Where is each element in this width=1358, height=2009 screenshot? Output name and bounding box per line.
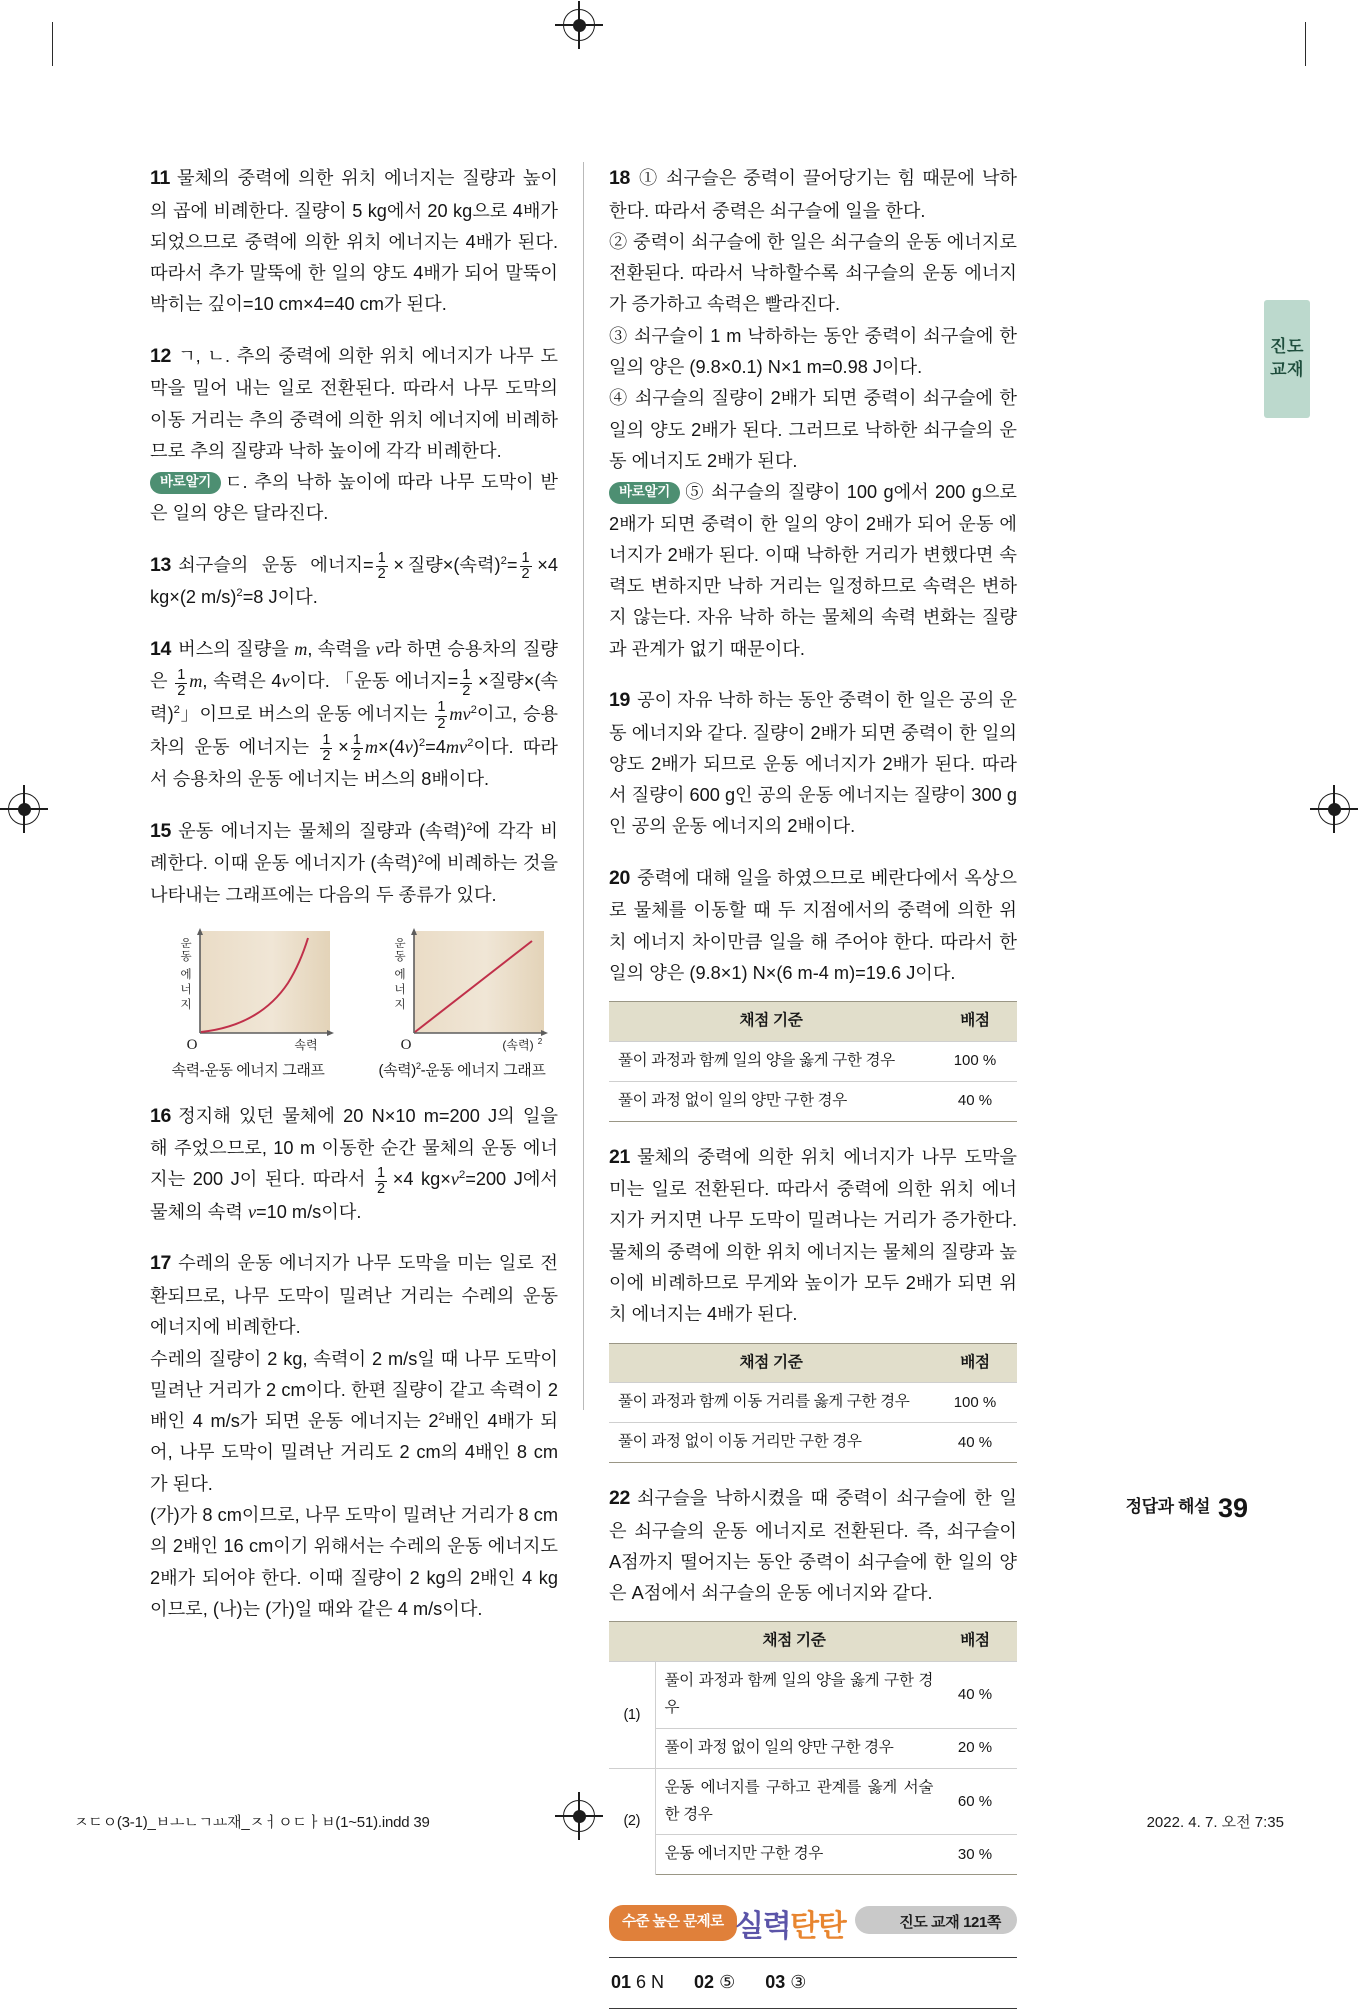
registration-mark-bottom bbox=[563, 1800, 595, 1832]
solution-16 bbox=[150, 1100, 558, 1229]
solution-body: 수레의 운동 에너지가 나무 도막을 미는 일로 전환되므로, 나무 도막이 밀려난 거리는 수레의 운동 에너지에 비례한다. bbox=[150, 1253, 558, 1338]
solution-number: 19 bbox=[609, 688, 631, 711]
cell-criteria: 풀이 과정 없이 이동 거리만 구한 경우 bbox=[609, 1423, 933, 1463]
solution-body: 수레의 질량이 2 kg, 속력이 2 m/s일 때 나무 도막이 밀려난 거리가 2 cm이다. 한편 질량이 같고 속력이 2배인 4 m/s가 되면 운동 에너지는 $2^2$배인 4배가 되어, 나무 도막이 밀려난 거리도 2 cm의 4배인 8 cm가 된다. bbox=[150, 1348, 559, 1494]
scoring-table-21 bbox=[609, 1343, 1017, 1463]
header-criteria: 채점 기준 bbox=[655, 1622, 933, 1662]
svg-text:에: 에 bbox=[180, 968, 192, 981]
cell-criteria: 운동 에너지를 구하고 관계를 옳게 서술한 경우 bbox=[655, 1768, 933, 1835]
svg-text:(속력): (속력) bbox=[502, 1037, 534, 1052]
table-row bbox=[609, 1768, 1017, 1835]
answer-value: ③ bbox=[790, 1972, 807, 1993]
answer-number: 03 bbox=[765, 1972, 786, 1993]
solution-19 bbox=[609, 684, 1017, 843]
solution-22 bbox=[609, 1482, 1017, 1609]
barolalgi-text: ㄷ. 추의 낙하 높이에 따라 나무 도막이 받은 일의 양은 달라진다. bbox=[150, 472, 558, 524]
banner-reference-pill bbox=[855, 1906, 1017, 1934]
crop-mark-top-right bbox=[1305, 22, 1306, 66]
header-index bbox=[609, 1622, 655, 1662]
svg-text:O: O bbox=[186, 1036, 198, 1053]
cell-points: 40 % bbox=[933, 1662, 1017, 1729]
banner-logo bbox=[735, 1901, 845, 1953]
svg-text:에: 에 bbox=[394, 968, 406, 981]
table-row bbox=[609, 1081, 1017, 1121]
solution-body: 운동 에너지는 물체의 질량과 (속력)$^2$에 각각 비례한다. 이때 운동 에너지가 (속력)$^2$에 비례하는 것을 나타내는 그래프에는 다음의 두 종류가 있다. bbox=[150, 820, 558, 905]
imprint-timestamp: 2022. 4. 7. 오전 7:35 bbox=[1146, 1814, 1284, 1831]
header-criteria: 채점 기준 bbox=[609, 1002, 933, 1042]
barolalgi-badge: 바로알기 bbox=[609, 482, 680, 504]
svg-text:동: 동 bbox=[394, 950, 406, 963]
choice-4: ④ 쇠구슬의 질량이 2배가 되면 중력이 쇠구슬에 한 일의 양도 2배가 된다. 그러므로 낙하한 쇠구슬의 운동 에너지도 2배가 된다. bbox=[609, 388, 1017, 471]
logo-part-tantan: 탄탄 bbox=[790, 1910, 846, 1944]
solution-body: 쇠구슬의 운동 에너지= $\frac{1}{2}$ × 질량×(속력)$^2$= $\frac{1}{2}$ ×4 kg×(2 m/s)$^2$=8 J이다. bbox=[150, 550, 558, 608]
plot-area-linear bbox=[370, 925, 554, 1053]
table-row bbox=[609, 1728, 1017, 1768]
figure-speed-ke bbox=[156, 925, 340, 1084]
banner-pill-label: 수준 높은 문제로 bbox=[609, 1905, 737, 1941]
table-header-row bbox=[609, 1622, 1017, 1662]
svg-text:지: 지 bbox=[180, 998, 192, 1011]
cell-subindex: (2) bbox=[609, 1768, 655, 1874]
table-row bbox=[609, 1423, 1017, 1463]
svg-text:운: 운 bbox=[180, 937, 192, 950]
graph-svg-quadratic bbox=[156, 925, 340, 1053]
solution-15 bbox=[150, 815, 558, 911]
svg-text:2: 2 bbox=[537, 1036, 543, 1046]
cell-criteria: 풀이 과정과 함께 일의 양을 옳게 구한 경우 bbox=[655, 1662, 933, 1729]
solution-number: 18 bbox=[609, 167, 631, 189]
solution-body: ㄱ, ㄴ. 추의 중력에 의한 위치 에너지가 나무 도막을 밀어 내는 일로 전환된다. 따라서 나무 도막의 이동 거리는 추의 중력에 의한 위치 에너지에 비례하므로 추의 질량과 낙하 높이에 각각 비례한다. bbox=[150, 345, 558, 461]
svg-text:운: 운 bbox=[394, 937, 406, 950]
solution-number: 16 bbox=[150, 1104, 172, 1127]
solution-21 bbox=[609, 1141, 1017, 1331]
solution-number: 20 bbox=[609, 866, 631, 889]
solution-17 bbox=[150, 1247, 558, 1625]
column-divider bbox=[583, 162, 584, 1410]
section-banner bbox=[609, 1901, 1017, 1943]
solution-14 bbox=[150, 633, 558, 796]
registration-mark-top bbox=[563, 9, 595, 41]
figure-caption: 속력-운동 에너지 그래프 bbox=[171, 1061, 325, 1079]
header-criteria: 채점 기준 bbox=[609, 1343, 933, 1383]
solution-body: (가)가 8 cm이므로, 나무 도막이 밀려난 거리가 8 cm의 2배인 16 cm이기 위해서는 수레의 운동 에너지도 2배가 되어야 한다. 이때 질량이 2 kg의 2배인 4 kg이므로, (나)는 (가)일 때와 같은 4 m/s이다. bbox=[150, 1505, 558, 1619]
answer-number: 01 bbox=[611, 1972, 632, 1993]
barolalgi-badge: 바로알기 bbox=[150, 472, 221, 494]
answer-number: 02 bbox=[694, 1972, 715, 1993]
cell-points: 40 % bbox=[933, 1081, 1017, 1121]
solution-number: 21 bbox=[609, 1145, 631, 1168]
solution-12 bbox=[150, 340, 558, 530]
table-row bbox=[609, 1041, 1017, 1081]
choice-2: ② 중력이 쇠구슬에 한 일은 쇠구슬의 운동 에너지로 전환된다. 따라서 낙하할수록 쇠구슬의 운동 에너지가 증가하고 속력은 빨라진다. bbox=[609, 231, 1017, 315]
svg-text:지: 지 bbox=[394, 998, 406, 1011]
plot-area-quadratic bbox=[156, 925, 340, 1053]
cell-points: 20 % bbox=[933, 1728, 1017, 1768]
graph-figures bbox=[156, 925, 558, 1084]
answer-strip bbox=[609, 1957, 1017, 2009]
logo-part-silryeok: 실력 bbox=[735, 1910, 791, 1944]
header-points: 배점 bbox=[933, 1622, 1017, 1662]
page-number: 39 bbox=[1217, 1493, 1248, 1523]
svg-text:O: O bbox=[400, 1036, 412, 1053]
svg-text:너: 너 bbox=[394, 983, 406, 996]
solution-13 bbox=[150, 549, 558, 614]
cell-points: 100 % bbox=[933, 1041, 1017, 1081]
solution-body: 물체의 중력에 의한 위치 에너지는 질량과 높이의 곱에 비례한다. 질량이 5 kg에서 20 kg으로 4배가 되었으므로 중력에 의한 위치 에너지는 4배가 된다. 따라서 추가 말뚝에 한 일의 양도 4배가 되어 말뚝이 박히는 깊이=10 cm×4=40 cm가 된다. bbox=[150, 168, 558, 315]
cell-points: 30 % bbox=[933, 1835, 1017, 1875]
solution-body: 물체의 중력에 의한 위치 에너지가 나무 도막을 미는 일로 전환된다. 따라서 중력에 의한 위치 에너지가 커지면 나무 도막이 밀려나는 거리가 증가한다. 물체의 중력에 의한 위치 에너지는 물체의 질량과 높이에 비례하므로 무게와 높이가 모두 2배가 되면 위치 에너지는 4배가 된다. bbox=[609, 1146, 1017, 1325]
side-tab-jindo-gyojae bbox=[1264, 300, 1310, 418]
solution-body: 쇠구슬을 낙하시켰을 때 중력이 쇠구슬에 한 일은 쇠구슬의 운동 에너지로 전환된다. 즉, 쇠구슬이 A점까지 떨어지는 동안 중력이 쇠구슬에 한 일의 양은 A점에서 쇠구슬의 운동 에너지와 같다. bbox=[609, 1488, 1017, 1604]
solution-11 bbox=[150, 162, 558, 321]
solution-body: 중력에 대해 일을 하였으므로 베란다에서 옥상으로 물체를 이동할 때 두 지점에서의 중력에 의한 위치 에너지 차이만큼 일을 해 주어야 한다. 따라서 한 일의 양은 (9.8×1) N×(6 m-4 m)=19.6 J이다. bbox=[609, 867, 1017, 983]
cell-criteria: 풀이 과정 없이 일의 양만 구한 경우 bbox=[655, 1728, 933, 1768]
table-row bbox=[609, 1383, 1017, 1423]
cell-criteria: 운동 에너지만 구한 경우 bbox=[655, 1835, 933, 1875]
cell-criteria: 풀이 과정과 함께 일의 양을 옳게 구한 경우 bbox=[609, 1041, 933, 1081]
solution-number: 12 bbox=[150, 344, 172, 367]
solution-number: 17 bbox=[150, 1252, 172, 1275]
scoring-table-20 bbox=[609, 1001, 1017, 1121]
banner-reference-text: 진도 교재 121쪽 bbox=[899, 1914, 1001, 1932]
left-column bbox=[150, 162, 558, 1644]
table-header-row bbox=[609, 1002, 1017, 1042]
cell-criteria: 풀이 과정 없이 일의 양만 구한 경우 bbox=[609, 1081, 933, 1121]
solution-number: 13 bbox=[150, 553, 172, 576]
cell-points: 60 % bbox=[933, 1768, 1017, 1835]
solution-20 bbox=[609, 862, 1017, 989]
imprint-file: ㅈㄷㅇ(3-1)_ㅂㅗㄴㄱㅛ재_ㅈㅓㅇㄷㅏㅂ(1~51).indd 39 bbox=[74, 1814, 430, 1831]
solution-body: 버스의 질량을 m, 속력을 v라 하면 승용차의 질량은 $\frac{1}{2}$ m, 속력은 4v이다. 「운동 에너지= $\frac{1}{2}$ ×질량×(속력)$^2$」이므로 버스의 운동 에너지는 $\frac{1}{2}$ $mv^2$이고, 승용차의 운동 에너지는 $\frac{1}{2}$ × $\frac{1}{2}$ $m\times(4v)^2=4mv^2$이다. 따라서 승용차의 운동 에너지는 버스의 8배이다. bbox=[150, 638, 558, 790]
figure-caption: (속력)$^2$-운동 에너지 그래프 bbox=[378, 1060, 546, 1079]
header-points: 배점 bbox=[933, 1002, 1017, 1042]
table-header-row bbox=[609, 1343, 1017, 1383]
cell-subindex: (1) bbox=[609, 1662, 655, 1768]
footer-label: 정답과 해설 bbox=[1125, 1497, 1210, 1516]
solution-number: 14 bbox=[150, 637, 172, 660]
cell-criteria: 풀이 과정과 함께 이동 거리를 옳게 구한 경우 bbox=[609, 1383, 933, 1423]
side-tab-line1: 진도 bbox=[1270, 337, 1304, 357]
svg-text:속력: 속력 bbox=[294, 1037, 318, 1052]
solution-number: 22 bbox=[609, 1487, 631, 1510]
side-tab-line2: 교재 bbox=[1270, 360, 1304, 379]
registration-mark-left bbox=[8, 793, 40, 825]
answer-value: 6 N bbox=[636, 1972, 665, 1993]
svg-text:너: 너 bbox=[180, 983, 192, 996]
graph-svg-linear bbox=[370, 925, 554, 1053]
right-column bbox=[609, 162, 1017, 2009]
solution-body: 정지해 있던 물체에 20 N×10 m=200 J의 일을 해 주었으므로, 10 m 이동한 순간 물체의 운동 에너지는 200 J이 된다. 따라서 $\frac{1}{2}$ ×4 $kg\times v^2=200$ J에서 물체의 속력 v=10 m/s이다. bbox=[150, 1105, 558, 1223]
crop-mark-top-left bbox=[52, 22, 53, 66]
answer-value: ⑤ bbox=[719, 1972, 736, 1993]
solution-number: 15 bbox=[150, 819, 172, 842]
choice-1: ① 쇠구슬은 중력이 끌어당기는 힘 때문에 낙하한다. 따라서 중력은 쇠구슬에 일을 한다. bbox=[609, 168, 1017, 221]
scoring-table-22 bbox=[609, 1621, 1017, 1875]
table-row bbox=[609, 1662, 1017, 1729]
table-row bbox=[609, 1835, 1017, 1875]
cell-points: 100 % bbox=[933, 1383, 1017, 1423]
svg-text:동: 동 bbox=[180, 950, 192, 963]
registration-mark-right bbox=[1318, 793, 1350, 825]
figure-speed2-ke bbox=[370, 925, 554, 1084]
header-points: 배점 bbox=[933, 1343, 1017, 1383]
solution-18 bbox=[609, 162, 1017, 665]
solution-body: 공이 자유 낙하 하는 동안 중력이 한 일은 공의 운동 에너지와 같다. 질량이 2배가 되면 중력이 한 일의 양도 2배가 되므로 운동 에너지가 2배가 된다. 따라서 질량이 600 g인 공의 운동 에너지는 질량이 300 g인 공의 운동 에너지의 2배이다. bbox=[609, 689, 1017, 837]
choice-3: ③ 쇠구슬이 1 m 낙하하는 동안 중력이 쇠구슬에 한 일의 양은 (9.8×0.1) N×1 m=0.98 J이다. bbox=[609, 325, 1017, 378]
barolalgi-text: ⑤ 쇠구슬의 질량이 100 g에서 200 g으로 2배가 되면 중력이 한 일의 양이 2배가 되어 운동 에너지가 2배가 된다. 이때 낙하한 거리가 변했다면 속력도 변하지만 낙하 거리는 일정하므로 속력은 변하지 않는다. 자유 낙하 하는 물체의 속력 변화는 질량과 관계가 없기 때문이다. bbox=[609, 482, 1017, 659]
cell-points: 40 % bbox=[933, 1423, 1017, 1463]
solution-number: 11 bbox=[150, 167, 171, 189]
